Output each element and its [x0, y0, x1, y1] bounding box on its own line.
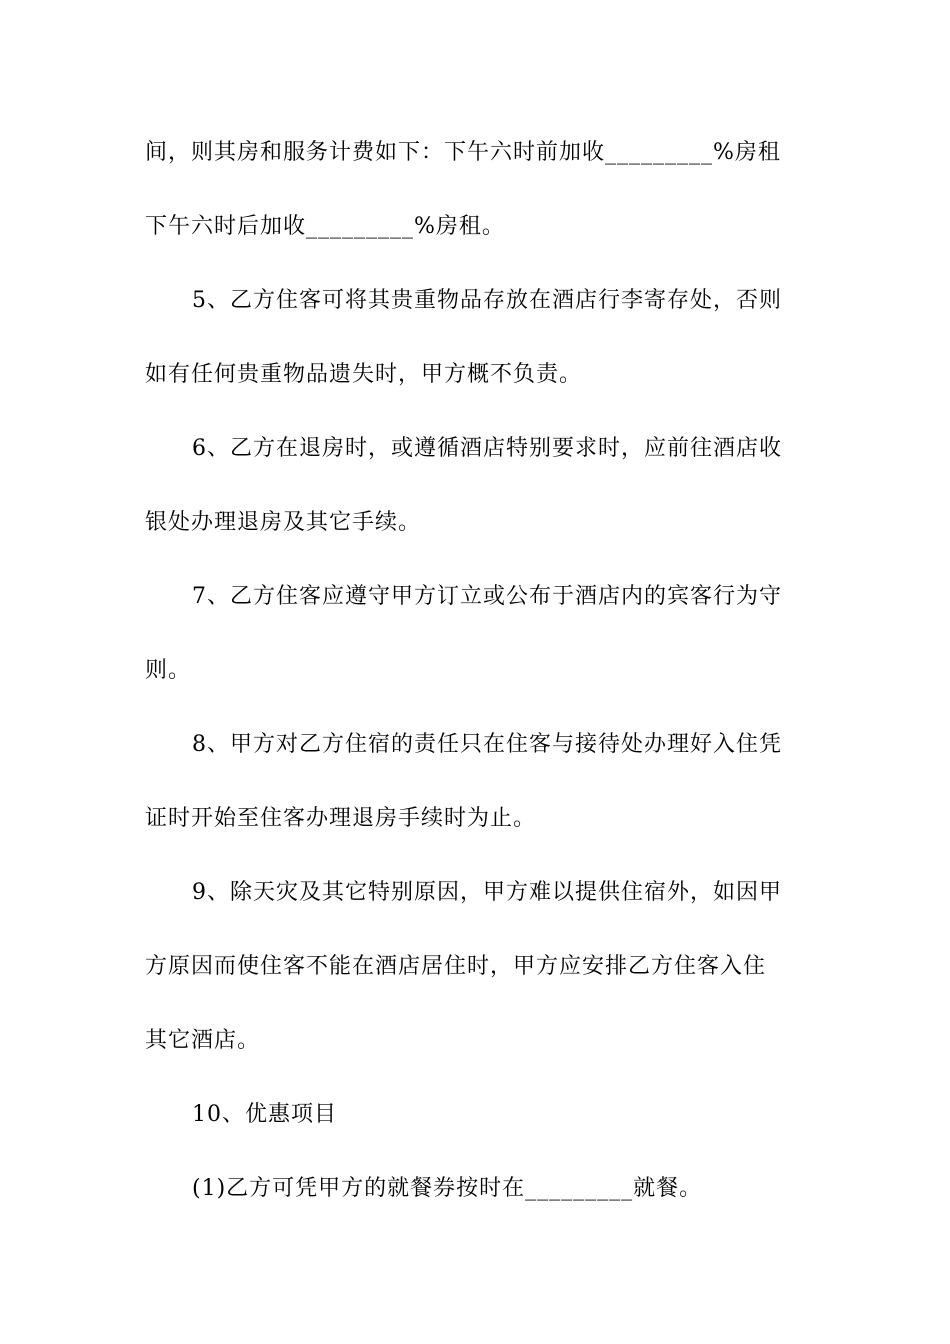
- clause-8-line-2: 证时开始至住客办理退房手续时为止。: [145, 806, 537, 831]
- clause-8-line-1: 8、甲方对乙方住宿的责任只在住客与接待处办理好入住凭: [192, 732, 782, 757]
- clause-9-line-1: 9、除天灾及其它特别原因，甲方难以提供住宿外，如因甲: [192, 880, 782, 905]
- clause-7-line-1: 7、乙方住客应遵守甲方订立或公布于酒店内的宾客行为守: [192, 584, 782, 609]
- clause-9-line-2: 方原因而使住客不能在酒店居住时，甲方应安排乙方住客入住: [145, 954, 767, 979]
- clause-4-text-line-1: 间，则其房和服务计费如下：下午六时前加收_________%房租: [145, 140, 781, 165]
- clause-9-line-3: 其它酒店。: [145, 1028, 261, 1053]
- clause-4-text-line-2: 下午六时后加收_________%房租。: [145, 214, 505, 239]
- clause-6-line-1: 6、乙方在退房时，或遵循酒店特别要求时，应前往酒店收: [192, 436, 782, 461]
- clause-5-line-1: 5、乙方住客可将其贵重物品存放在酒店行李寄存处，否则: [192, 288, 782, 313]
- clause-5-line-2: 如有任何贵重物品遗失时，甲方概不负责。: [145, 362, 583, 387]
- clause-10-item-1: (1)乙方可凭甲方的就餐券按时在_________就餐。: [192, 1176, 703, 1201]
- clause-7-line-2: 则。: [145, 658, 192, 683]
- clause-6-line-2: 银处办理退房及其它手续。: [145, 510, 422, 535]
- clause-10-heading: 10、优惠项目: [192, 1102, 337, 1127]
